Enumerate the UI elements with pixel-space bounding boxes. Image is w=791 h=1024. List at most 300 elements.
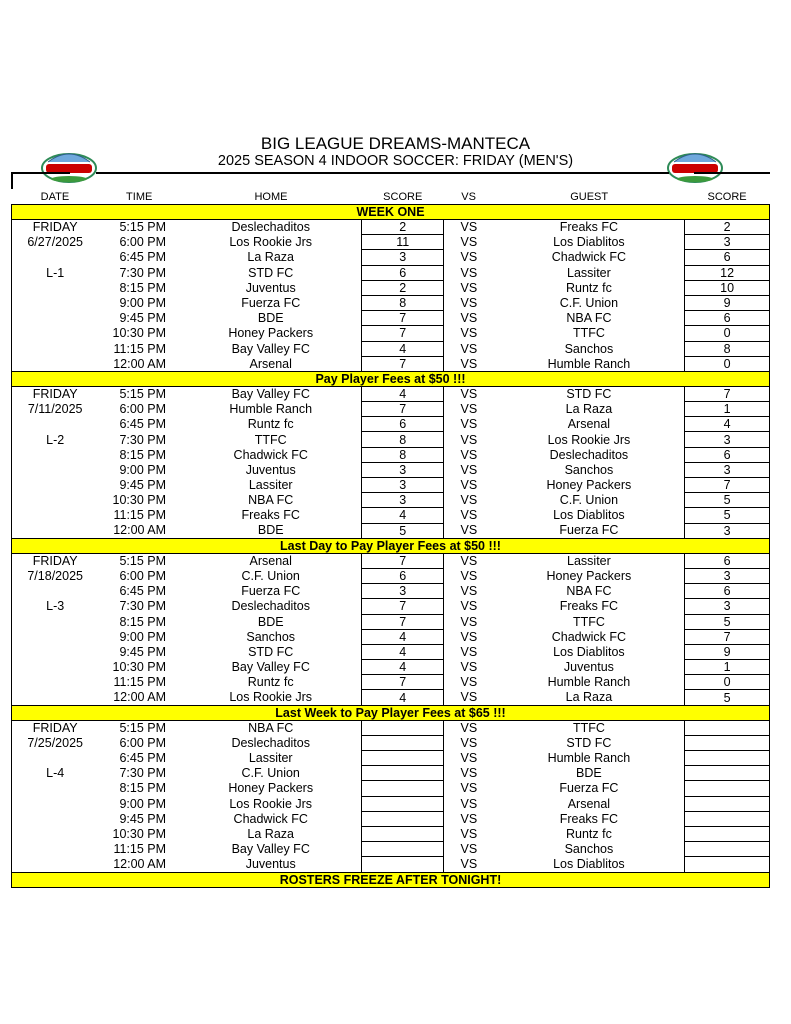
table-row [12,280,770,295]
table-row [12,432,770,447]
guest-score-cell: 3 [685,432,770,447]
guest-score-cell: 7 [685,629,770,644]
guest-score-cell: 4 [685,417,770,432]
home-team-cell: Deslechaditos [231,599,310,614]
table-row [12,326,770,341]
home-team-cell: Arsenal [249,554,292,569]
date-cell [12,295,99,310]
guest-team-cell: Lassiter [567,554,611,569]
time-cell: 12:00 AM [113,690,167,705]
home-score-cell: 3 [362,250,444,265]
guest-team-cell: Fuerza FC [559,523,619,538]
date-cell [12,493,99,508]
home-team-cell: Los Rookie Jrs [229,796,313,811]
date-cell [12,447,99,462]
banner-row [12,371,770,386]
guest-team-cell: Humble Ranch [547,356,631,371]
home-score-cell: 5 [362,523,444,538]
guest-team-cell: Los Rookie Jrs [547,432,631,447]
league-logo-icon [40,148,98,184]
table-row [12,826,770,841]
home-team-cell: Freaks FC [241,508,300,523]
time-cell: 7:30 PM [119,766,167,781]
guest-team-cell: Arsenal [567,796,611,811]
time-cell: 12:00 AM [113,857,167,872]
home-team-cell: NBA FC [248,493,294,508]
guest-team-cell: Juventus [563,660,614,675]
column-header-row [12,189,770,205]
home-score-cell: 2 [362,220,444,235]
guest-score-cell: 5 [685,508,770,523]
home-team-cell: Humble Ranch [229,402,313,417]
table-row [12,751,770,766]
table-row [12,508,770,523]
home-score-cell [362,826,444,841]
guest-score-cell: 10 [685,280,770,295]
time-cell: 12:00 AM [113,356,167,371]
guest-team-cell: Honey Packers [546,478,632,493]
guest-team-cell: Los Diablitos [553,857,625,872]
guest-score-cell: 0 [685,675,770,690]
home-team-cell: Deslechaditos [231,220,310,235]
home-score-cell [362,735,444,750]
home-team-cell: Lassiter [248,751,293,766]
time-cell: 9:00 PM [119,462,167,477]
home-team-cell: Lassiter [248,478,293,493]
guest-score-cell: 6 [685,447,770,462]
column-header-home: HOME [254,190,288,203]
home-team-cell: Los Rookie Jrs [229,690,313,705]
home-team-cell: C.F. Union [241,569,300,584]
vs-cell: VS [460,250,478,265]
guest-score-cell [685,735,770,750]
vs-cell: VS [460,857,478,872]
guest-team-cell: Los Diablitos [553,508,625,523]
banner-row [12,538,770,553]
guest-team-cell: Fuerza FC [559,781,619,796]
vs-cell: VS [460,311,478,326]
vs-cell: VS [460,493,478,508]
guest-score-cell [685,751,770,766]
banner-text: Last Week to Pay Player Fees at $65 !!! [12,705,770,720]
guest-score-cell: 5 [685,690,770,705]
vs-cell: VS [460,781,478,796]
column-header-time: TIME [126,190,153,203]
home-score-cell: 6 [362,568,444,583]
home-score-cell [362,857,444,872]
home-score-cell: 6 [362,265,444,280]
home-team-cell: TTFC [254,432,287,447]
table-row [12,629,770,644]
guest-team-cell: Freaks FC [559,220,619,235]
guest-team-cell: La Raza [565,402,613,417]
time-cell: 8:15 PM [119,280,167,295]
column-header-vs: VS [461,190,476,203]
home-team-cell: La Raza [247,827,294,842]
home-team-cell: Honey Packers [228,781,314,796]
time-cell: 6:00 PM [119,235,167,250]
table-row [12,493,770,508]
date-cell: L-2 [12,432,99,447]
guest-team-cell: Sanchos [564,462,614,477]
home-team-cell: Fuerza FC [241,584,301,599]
home-team-cell: BDE [257,311,284,326]
table-row [12,735,770,750]
table-row [12,235,770,250]
date-cell [12,857,99,872]
home-score-cell: 8 [362,295,444,310]
page-subtitle: 2025 SEASON 4 INDOOR SOCCER: FRIDAY (MEN'S) [217,153,574,169]
guest-team-cell: Humble Ranch [547,751,631,766]
table-row [12,811,770,826]
date-cell [12,690,99,705]
date-cell [12,478,99,493]
time-cell: 10:30 PM [112,827,167,842]
vs-cell: VS [460,326,478,341]
date-cell: 7/25/2025 [12,735,99,750]
date-cell: FRIDAY [12,720,99,735]
table-row [12,781,770,796]
table-row [12,857,770,872]
banner-text: ROSTERS FREEZE AFTER TONIGHT! [12,872,770,887]
schedule-table [11,189,770,888]
home-score-cell: 3 [362,462,444,477]
banner-text: WEEK ONE [12,205,770,220]
guest-score-cell: 2 [685,220,770,235]
date-cell [12,356,99,371]
guest-score-cell: 7 [685,478,770,493]
guest-score-cell [685,826,770,841]
time-cell: 8:15 PM [119,614,167,629]
schedule-body [12,205,770,888]
time-cell: 6:45 PM [119,584,167,599]
table-row [12,614,770,629]
vs-cell: VS [460,523,478,538]
home-score-cell: 8 [362,432,444,447]
home-score-cell [362,811,444,826]
date-cell [12,280,99,295]
guest-team-cell: NBA FC [566,311,612,326]
home-team-cell: Bay Valley FC [231,842,310,857]
time-cell: 7:30 PM [119,599,167,614]
home-score-cell: 2 [362,280,444,295]
column-header-date: DATE [40,190,70,203]
time-cell: 11:15 PM [113,842,167,857]
table-row [12,220,770,235]
guest-team-cell: Chadwick FC [551,250,627,265]
home-team-cell: Runtz fc [247,417,294,432]
vs-cell: VS [460,629,478,644]
vs-cell: VS [460,751,478,766]
home-score-cell: 3 [362,478,444,493]
guest-score-cell: 9 [685,295,770,310]
table-row [12,660,770,675]
home-team-cell: Fuerza FC [241,296,301,311]
page-title: BIG LEAGUE DREAMS-MANTECA [260,134,531,153]
guest-score-cell: 6 [685,553,770,568]
time-cell: 10:30 PM [112,493,167,508]
home-team-cell: Sanchos [246,629,296,644]
home-score-cell: 7 [362,599,444,614]
table-row [12,311,770,326]
home-team-cell: BDE [257,523,284,538]
table-row [12,295,770,310]
guest-score-cell: 5 [685,493,770,508]
home-score-cell [362,766,444,781]
column-header-guest: GUEST [570,190,609,203]
home-score-cell: 7 [362,326,444,341]
guest-score-cell: 6 [685,584,770,599]
date-cell: L-3 [12,599,99,614]
date-cell [12,796,99,811]
guest-score-cell [685,796,770,811]
guest-score-cell [685,842,770,857]
league-logo-icon [666,148,724,184]
table-row [12,584,770,599]
home-score-cell: 7 [362,675,444,690]
date-cell [12,326,99,341]
table-row [12,250,770,265]
time-cell: 11:15 PM [113,341,167,356]
guest-score-cell [685,766,770,781]
guest-team-cell: Freaks FC [559,599,619,614]
header-rule [694,172,770,174]
home-team-cell: Los Rookie Jrs [229,235,313,250]
time-cell: 9:45 PM [119,811,167,826]
home-score-cell: 7 [362,614,444,629]
vs-cell: VS [460,720,478,735]
guest-team-cell: BDE [576,766,602,781]
table-row [12,341,770,356]
banner-row [12,205,770,220]
vs-cell: VS [460,432,478,447]
guest-team-cell: Freaks FC [559,811,619,826]
vs-cell: VS [460,235,478,250]
home-score-cell: 11 [362,235,444,250]
vs-cell: VS [460,341,478,356]
date-cell [12,644,99,659]
table-row [12,720,770,735]
date-cell [12,781,99,796]
time-cell: 9:00 PM [119,796,167,811]
guest-team-cell: Los Diablitos [553,235,625,250]
vs-cell: VS [460,417,478,432]
date-cell [12,842,99,857]
table-row [12,402,770,417]
time-cell: 9:45 PM [119,311,167,326]
time-cell: 9:45 PM [119,644,167,659]
date-cell [12,462,99,477]
guest-team-cell: Chadwick FC [551,629,627,644]
guest-score-cell [685,720,770,735]
table-row [12,675,770,690]
guest-team-cell: Honey Packers [546,569,632,584]
home-team-cell: Bay Valley FC [231,660,310,675]
time-cell: 6:00 PM [119,735,167,750]
home-score-cell: 7 [362,402,444,417]
vs-cell: VS [460,280,478,295]
home-score-cell: 4 [362,644,444,659]
date-cell: L-1 [12,265,99,280]
table-row [12,690,770,705]
guest-team-cell: TTFC [572,720,605,735]
guest-score-cell: 6 [685,250,770,265]
time-cell: 5:15 PM [119,387,167,402]
date-cell: 7/18/2025 [12,568,99,583]
home-score-cell: 3 [362,584,444,599]
home-team-cell: C.F. Union [241,766,300,781]
header-rule [11,172,13,189]
table-row [12,447,770,462]
date-cell [12,311,99,326]
vs-cell: VS [460,569,478,584]
home-team-cell: Juventus [245,857,296,872]
home-team-cell: Chadwick FC [233,447,308,462]
home-score-cell [362,720,444,735]
home-team-cell: Juventus [245,462,296,477]
vs-cell: VS [460,447,478,462]
table-row [12,766,770,781]
date-cell [12,826,99,841]
vs-cell: VS [460,811,478,826]
guest-team-cell: Los Diablitos [553,644,625,659]
date-cell [12,417,99,432]
date-cell [12,629,99,644]
guest-score-cell: 9 [685,644,770,659]
column-header-home-score: SCORE [383,190,423,203]
vs-cell: VS [460,735,478,750]
guest-score-cell: 1 [685,660,770,675]
home-team-cell: STD FC [248,644,294,659]
home-score-cell: 6 [362,417,444,432]
time-cell: 5:15 PM [119,720,167,735]
home-team-cell: STD FC [248,265,294,280]
time-cell: 6:45 PM [119,751,167,766]
vs-cell: VS [460,387,478,402]
home-score-cell: 7 [362,553,444,568]
date-cell [12,508,99,523]
vs-cell: VS [460,462,478,477]
guest-team-cell: Sanchos [564,341,614,356]
vs-cell: VS [460,296,478,311]
time-cell: 6:45 PM [119,417,167,432]
header-rule [11,172,70,174]
time-cell: 5:15 PM [119,220,167,235]
guest-score-cell [685,781,770,796]
vs-cell: VS [460,599,478,614]
time-cell: 9:00 PM [119,296,167,311]
guest-score-cell: 3 [685,599,770,614]
guest-team-cell: Humble Ranch [547,675,631,690]
home-team-cell: Bay Valley FC [231,387,310,402]
home-team-cell: Bay Valley FC [231,341,310,356]
guest-score-cell: 5 [685,614,770,629]
guest-team-cell: Lassiter [567,265,611,280]
guest-score-cell: 6 [685,311,770,326]
guest-team-cell: C.F. Union [559,493,619,508]
date-cell [12,614,99,629]
table-row [12,599,770,614]
home-team-cell: NBA FC [248,720,294,735]
time-cell: 8:15 PM [119,781,167,796]
guest-score-cell: 8 [685,341,770,356]
vs-cell: VS [460,660,478,675]
date-cell: FRIDAY [12,220,99,235]
date-cell: FRIDAY [12,553,99,568]
banner-text: Pay Player Fees at $50 !!! [12,371,770,386]
guest-score-cell [685,811,770,826]
date-cell: L-4 [12,766,99,781]
guest-team-cell: La Raza [565,690,613,705]
table-row [12,386,770,401]
guest-score-cell: 1 [685,402,770,417]
home-score-cell: 8 [362,447,444,462]
time-cell: 10:30 PM [112,660,167,675]
vs-cell: VS [460,690,478,705]
guest-team-cell: STD FC [566,735,612,750]
date-cell [12,584,99,599]
home-score-cell: 4 [362,508,444,523]
vs-cell: VS [460,554,478,569]
home-score-cell: 4 [362,690,444,705]
guest-score-cell: 3 [685,523,770,538]
vs-cell: VS [460,827,478,842]
home-team-cell: Honey Packers [228,326,314,341]
table-row [12,478,770,493]
time-cell: 9:00 PM [119,629,167,644]
guest-team-cell: Arsenal [567,417,611,432]
vs-cell: VS [460,842,478,857]
table-row [12,462,770,477]
guest-team-cell: Deslechaditos [549,447,629,462]
home-team-cell: BDE [257,614,284,629]
guest-team-cell: Runtz fc [565,827,612,842]
vs-cell: VS [460,644,478,659]
home-score-cell: 7 [362,356,444,371]
home-score-cell [362,781,444,796]
vs-cell: VS [460,766,478,781]
home-score-cell [362,751,444,766]
home-team-cell: Arsenal [249,356,292,371]
table-row [12,796,770,811]
column-header-guest-score: SCORE [707,190,747,203]
home-team-cell: Chadwick FC [233,811,308,826]
guest-score-cell: 3 [685,235,770,250]
date-cell: FRIDAY [12,386,99,401]
banner-row [12,872,770,887]
guest-score-cell: 7 [685,386,770,401]
vs-cell: VS [460,265,478,280]
vs-cell: VS [460,508,478,523]
date-cell [12,341,99,356]
vs-cell: VS [460,356,478,371]
date-cell [12,660,99,675]
guest-team-cell: NBA FC [566,584,612,599]
table-row [12,417,770,432]
date-cell: 7/11/2025 [12,402,99,417]
date-cell: 6/27/2025 [12,235,99,250]
home-team-cell: Juventus [245,280,296,295]
guest-score-cell: 3 [685,462,770,477]
home-score-cell [362,842,444,857]
time-cell: 8:15 PM [119,447,167,462]
time-cell: 11:15 PM [113,508,167,523]
home-score-cell: 3 [362,493,444,508]
time-cell: 10:30 PM [112,326,167,341]
vs-cell: VS [460,614,478,629]
date-cell [12,811,99,826]
date-cell [12,523,99,538]
